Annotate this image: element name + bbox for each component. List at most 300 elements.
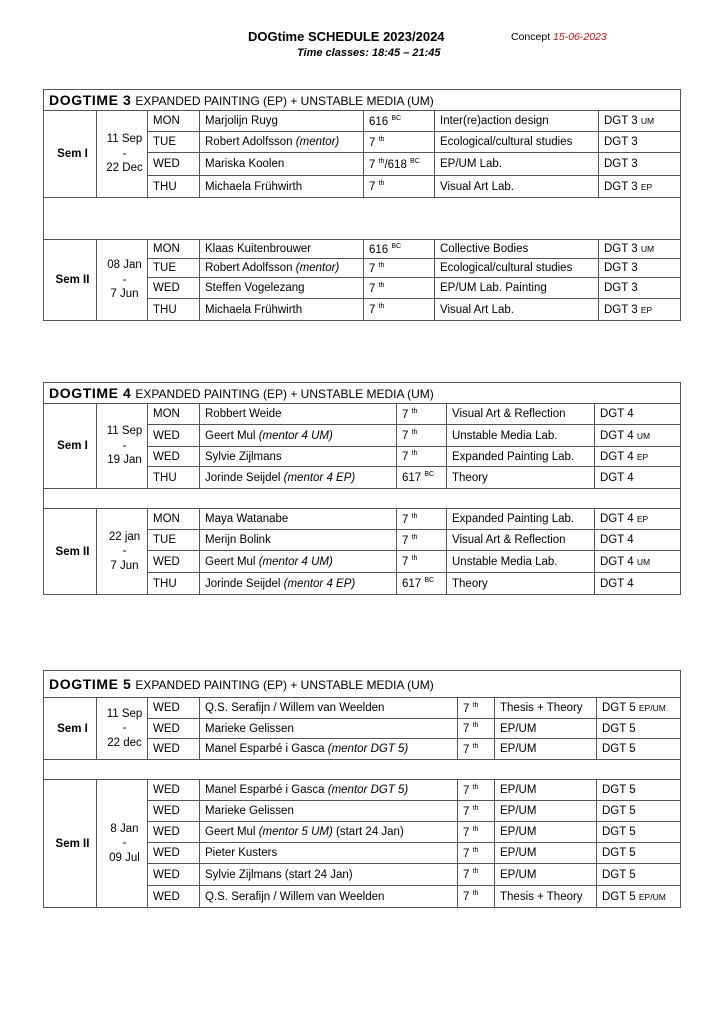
day-cell: WED [148,739,200,760]
group-cell [599,278,681,299]
level-title: DOGTIME 3 [49,92,132,108]
day-cell: MON [148,404,200,425]
teacher-note: (mentor) [295,136,340,148]
room-suffix: BC [391,242,402,250]
teacher-note: (mentor 4 EP) [283,577,356,590]
course-cell: EP/UM [495,801,597,822]
group-cell [597,801,681,822]
date-dash: - [122,545,127,558]
teacher-extra: (start 24 Jan) [284,868,353,881]
teacher-name: Marieke Gelissen [205,805,294,817]
teacher-cell [200,551,397,573]
room-suffix: th [378,180,385,188]
teacher-cell [200,278,364,299]
group-cell [599,259,681,278]
room-number: 7 [402,534,409,547]
day-cell: MON [148,240,200,259]
group-cell [597,822,681,843]
course-cell: Visual Art & Reflection [447,530,595,551]
room-cell [458,864,495,886]
teacher-name: Robbert Weide [205,408,282,420]
day-cell: WED [148,278,200,299]
room-cell [458,886,495,908]
group-name: DGT 5 [602,805,636,817]
teacher-cell [200,447,397,467]
room-suffix: th [378,261,385,269]
course-cell: Unstable Media Lab. [447,425,595,447]
semester-label: Sem II [44,509,97,595]
table-caption [44,383,681,404]
room-suffix: th [411,450,418,458]
table-caption [44,90,681,111]
teacher-name: Manel Esparbé i Gasca [205,743,325,755]
room-number: 7 [369,136,376,149]
dogtime5-table [43,670,681,908]
room-suffix-2: BC [410,157,420,165]
room-suffix: th [472,701,479,709]
teacher-name: Steffen Vogelezang [205,282,305,294]
course-cell: Thesis + Theory [495,886,597,908]
programme-subtitle: EXPANDED PAINTING (EP) + UNSTABLE MEDIA (UM) [135,387,434,401]
day-cell: TUE [148,259,200,278]
room-suffix: th [472,783,479,791]
semester-label: Sem II [44,240,97,321]
group-name: DGT 4 [600,577,634,590]
room-cell [364,259,435,278]
room-cell [458,843,495,864]
room-suffix: th [378,157,385,165]
group-cell [599,132,681,153]
teacher-cell [200,573,397,595]
group-name: DGT 4 [600,450,634,463]
teacher-cell [200,886,458,908]
group-name: DGT 5 [602,826,636,838]
day-cell: THU [148,467,200,489]
course-cell: Thesis + Theory [495,698,597,719]
separator-cell [44,760,681,780]
group-cell [597,864,681,886]
teacher-name: Marieke Gelissen [205,722,294,735]
room-number: 617 [402,471,422,484]
teacher-name: Jorinde Seijdel [205,471,281,484]
group-cell [599,176,681,198]
room-suffix: th [472,825,479,833]
semester-label: Sem I [44,111,97,198]
room-cell [458,801,495,822]
semester-end: 09 Jul [109,851,140,864]
group-cell [595,509,681,530]
teacher-cell [200,153,364,176]
teacher-note: (mentor DGT 5) [327,784,409,796]
teacher-cell [200,176,364,198]
semester-end: 22 Dec [106,162,143,175]
semester-dates [97,240,148,321]
room-suffix: BC [424,577,435,585]
course-cell: Expanded Painting Lab. [447,447,595,467]
course-cell: EP/UM [495,739,597,760]
group-tag: EP/UM [638,891,666,902]
room-number: 7 [402,450,409,463]
room-suffix: th [411,533,418,541]
teacher-name: Klaas Kuitenbrouwer [205,243,312,255]
semester-end: 7 Jun [110,559,139,572]
group-cell [599,111,681,132]
room-suffix: th [411,512,418,520]
teacher-cell [200,780,458,801]
room-cell [364,153,435,176]
room-suffix: th [472,722,479,730]
room-number: 7 [463,784,470,797]
caption-row [44,383,681,404]
semester-separator [44,489,681,509]
room-number: 7 [463,847,470,860]
day-cell: WED [148,719,200,739]
concept-date: 15-06-2023 [553,31,607,43]
dogtime3-table [43,89,681,321]
teacher-cell [200,299,364,321]
course-cell: Visual Art Lab. [435,299,599,321]
group-tag: EP [636,514,649,524]
semester-end: 7 Jun [110,288,139,301]
group-cell [595,530,681,551]
room-cell [364,299,435,321]
group-name: DGT 5 [602,743,636,755]
room-number: 7 [463,826,470,839]
room-number: 7 [402,429,409,442]
room-cell [364,176,435,198]
room-cell [397,425,447,447]
day-cell: MON [148,509,200,530]
room-suffix: th [378,281,385,289]
teacher-note: (mentor 4 UM) [258,555,333,568]
day-cell: TUE [148,530,200,551]
separator-cell [44,489,681,509]
room-suffix: th [472,846,479,854]
teacher-name: Q.S. Serafijn / Willem van Weelden [205,890,385,903]
level-title: DOGTIME 5 [49,676,132,692]
course-cell: Theory [447,573,595,595]
day-cell: WED [148,551,200,573]
room-cell [458,698,495,719]
day-cell: WED [148,447,200,467]
day-cell: WED [148,864,200,886]
day-cell: WED [148,698,200,719]
group-tag: UM [636,556,651,567]
teacher-cell [200,404,397,425]
room-suffix: th [472,742,479,750]
teacher-name: Jorinde Seijdel [205,577,281,590]
table-row [44,780,681,801]
group-cell [597,886,681,908]
group-name: DGT 3 [604,262,638,274]
day-cell: WED [148,153,200,176]
group-name: DGT 3 [604,158,638,170]
group-cell [597,698,681,719]
date-dash: - [122,147,127,160]
day-cell: WED [148,425,200,447]
teacher-cell [200,801,458,822]
day-cell: WED [148,886,200,908]
semester-label: Sem I [44,404,97,489]
group-tag: UM [636,430,651,441]
course-cell: Unstable Media Lab. [447,551,595,573]
day-cell: THU [148,573,200,595]
separator-cell [44,198,681,240]
group-name: DGT 5 [602,784,636,796]
day-cell: MON [148,111,200,132]
teacher-cell [200,843,458,864]
room-cell [397,530,447,551]
room-cell [458,780,495,801]
teacher-cell [200,467,397,489]
concept-label: Concept [511,31,551,43]
dogtime4-table [43,382,681,595]
teacher-name: Maya Watanabe [205,513,289,525]
room-number: 616 [369,115,389,128]
teacher-note: (mentor 5 UM) [258,826,333,838]
group-cell [597,780,681,801]
group-name: DGT 4 [600,471,634,484]
teacher-name: Marjolijn Ruyg [205,115,278,127]
group-cell [595,404,681,425]
room-number: 617 [402,577,422,590]
day-cell: THU [148,299,200,321]
teacher-name: Geert Mul [205,429,256,442]
teacher-cell [200,530,397,551]
semester-separator [44,198,681,240]
time-classes: Time classes: 18:45 – 21:45 [297,47,441,59]
semester-dates [97,698,148,760]
room-number: 7 [463,868,470,881]
teacher-note: (mentor 4 UM) [258,429,333,442]
group-name: DGT 3 [604,303,638,316]
table-row [44,698,681,719]
room-number: 7 [463,702,470,715]
semester-separator [44,760,681,780]
semester-dates [97,404,148,489]
group-name: DGT 3 [604,282,638,294]
teacher-note: (mentor 4 EP) [283,471,356,484]
caption-row [44,90,681,111]
teacher-cell [200,425,397,447]
group-cell [597,843,681,864]
semester-dates [97,780,148,908]
room-suffix: th [472,868,479,876]
semester-label: Sem I [44,698,97,760]
room-cell [458,739,495,760]
group-name: DGT 5 [602,890,636,903]
teacher-cell [200,240,364,259]
table-row [44,404,681,425]
semester-end: 19 Jan [107,454,142,467]
course-cell: Ecological/cultural studies [435,132,599,153]
room-number: 7 [463,805,470,818]
room-number: 7 [402,555,409,568]
course-cell: Visual Art Lab. [435,176,599,198]
room-number-2: /618 [384,158,407,171]
room-suffix: th [411,407,418,415]
room-number: 616 [369,243,389,256]
group-name: DGT 5 [602,702,636,714]
caption-row [44,671,681,698]
group-tag: UM [640,116,655,126]
room-number: 7 [369,303,376,316]
teacher-name: Sylvie Zijlmans [205,450,282,463]
course-cell: EP/UM [495,822,597,843]
day-cell: THU [148,176,200,198]
room-cell [364,111,435,132]
group-name: DGT 4 [600,429,634,442]
teacher-name: Pieter Kusters [205,847,278,859]
group-name: DGT 3 [604,180,638,193]
room-cell [458,719,495,739]
course-cell: EP/UM [495,864,597,886]
table-caption [44,671,681,698]
room-suffix: th [472,804,479,812]
course-cell: Theory [447,467,595,489]
room-cell [397,404,447,425]
teacher-extra: (start 24 Jan) [336,826,404,838]
group-tag: UM [640,244,655,254]
date-dash: - [122,722,127,735]
group-name: DGT 4 [600,555,634,568]
teacher-name: Robert Adolfsson [205,262,293,274]
group-cell [597,739,681,760]
teacher-note: (mentor DGT 5) [327,743,409,755]
semester-start: 8 Jan [110,822,139,835]
room-suffix: th [411,555,418,563]
semester-dates [97,111,148,198]
group-name: DGT 3 [604,115,638,127]
course-cell: EP/UM [495,780,597,801]
teacher-name: Michaela Frühwirth [205,180,303,193]
room-suffix: BC [391,114,402,122]
teacher-cell [200,822,458,843]
course-cell: EP/UM Lab. [435,153,599,176]
group-cell [595,467,681,489]
teacher-name: Q.S. Serafijn / Willem van Weelden [205,702,385,714]
group-tag: EP [640,181,653,192]
room-cell [397,447,447,467]
room-number: 7 [463,722,470,735]
group-name: DGT 4 [600,513,634,525]
room-number: 7 [463,743,470,756]
semester-start: 11 Sep [106,707,143,720]
room-cell [458,822,495,843]
semester-label: Sem II [44,780,97,908]
teacher-cell [200,719,458,739]
day-cell: WED [148,822,200,843]
course-cell: EP/UM [495,843,597,864]
group-name: DGT 3 [604,243,638,255]
date-dash: - [122,837,127,850]
room-suffix: th [378,303,385,311]
teacher-cell [200,509,397,530]
room-suffix: th [378,135,385,143]
day-cell: TUE [148,132,200,153]
room-number: 7 [369,158,376,171]
group-tag: EP/UM [638,703,666,713]
day-cell: WED [148,801,200,822]
teacher-cell [200,739,458,760]
room-number: 7 [402,408,409,421]
programme-subtitle: EXPANDED PAINTING (EP) + UNSTABLE MEDIA (UM) [135,678,434,692]
semester-dates [97,509,148,595]
date-dash: - [122,439,127,452]
room-suffix: th [411,429,418,437]
document-header [0,26,723,66]
teacher-note: (mentor) [295,262,340,274]
group-cell [599,240,681,259]
teacher-name: Michaela Frühwirth [205,303,303,316]
room-number: 7 [402,513,409,526]
group-cell [597,719,681,739]
level-title: DOGTIME 4 [49,385,132,401]
teacher-cell [200,132,364,153]
group-cell [599,299,681,321]
teacher-name: Sylvie Zijlmans [205,868,282,881]
room-cell [364,132,435,153]
course-cell: Visual Art & Reflection [447,404,595,425]
day-cell: WED [148,780,200,801]
course-cell: Inter(re)action design [435,111,599,132]
room-number: 7 [369,282,376,295]
room-cell [397,551,447,573]
course-cell: Ecological/cultural studies [435,259,599,278]
group-cell [595,551,681,573]
table-row [44,240,681,259]
room-cell [397,509,447,530]
course-cell: Expanded Painting Lab. [447,509,595,530]
teacher-cell [200,698,458,719]
table-row [44,111,681,132]
teacher-name: Robert Adolfsson [205,136,293,148]
room-cell [397,467,447,489]
group-name: DGT 5 [602,722,636,735]
room-number: 7 [369,262,376,275]
group-name: DGT 5 [602,847,636,859]
semester-start: 11 Sep [106,425,143,438]
table-row [44,509,681,530]
day-cell: WED [148,843,200,864]
teacher-name: Manel Esparbé i Gasca [205,784,325,796]
semester-start: 22 jan [108,530,141,543]
group-name: DGT 4 [600,534,634,546]
teacher-cell [200,111,364,132]
group-name: DGT 4 [600,408,634,420]
course-cell: Collective Bodies [435,240,599,259]
room-cell [397,573,447,595]
teacher-name: Merijn Bolink [205,534,271,546]
group-name: DGT 5 [602,868,636,881]
room-cell [364,278,435,299]
date-dash: - [122,273,127,286]
programme-subtitle: EXPANDED PAINTING (EP) + UNSTABLE MEDIA (UM) [135,94,434,108]
group-name: DGT 3 [604,136,638,148]
teacher-name: Geert Mul [205,555,256,568]
room-suffix: BC [424,471,435,479]
course-cell: EP/UM Lab. Painting [435,278,599,299]
semester-end: 22 dec [107,736,142,749]
semester-start: 08 Jan [107,259,142,272]
room-number: 7 [369,180,376,193]
group-tag: EP [636,451,649,462]
teacher-cell [200,259,364,278]
document-title: DOGtime SCHEDULE 2023/2024 [248,29,445,44]
group-cell [599,153,681,176]
room-suffix: th [472,890,479,898]
group-cell [595,447,681,467]
